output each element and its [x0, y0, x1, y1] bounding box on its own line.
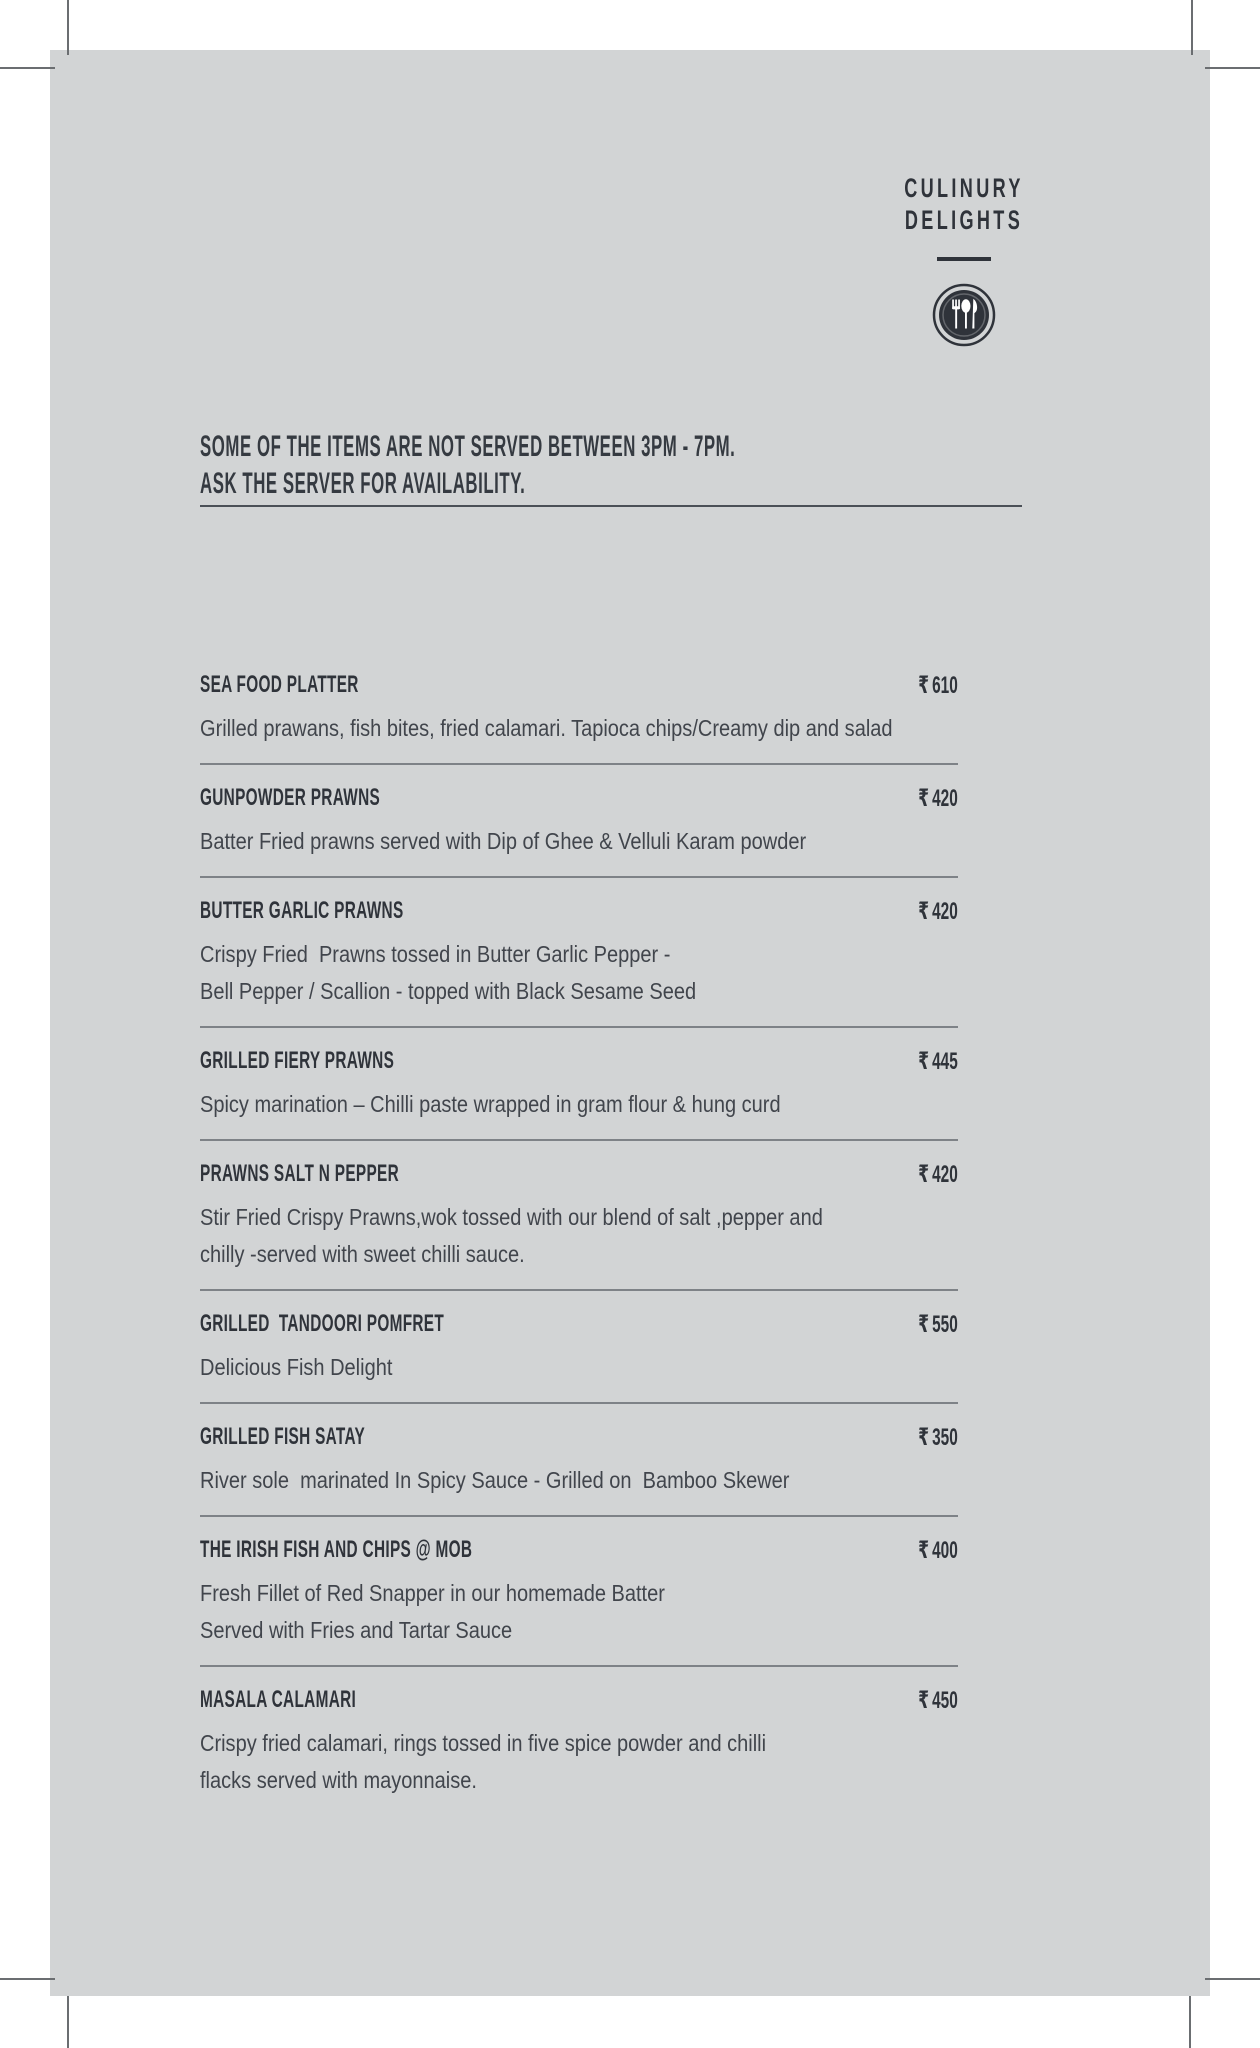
rupee-sign: ₹ — [918, 897, 930, 925]
rupee-sign: ₹ — [918, 1686, 930, 1714]
item-divider — [200, 1665, 958, 1667]
item-divider — [200, 1289, 958, 1291]
crop-mark-bottom-left-horizontal — [0, 1978, 55, 1980]
menu-title-line-1: CULINURY — [904, 173, 1024, 203]
menu-item-header — [200, 785, 958, 811]
rupee-sign: ₹ — [918, 671, 930, 699]
menu-header — [814, 172, 1114, 347]
menu-item-price — [918, 1160, 958, 1189]
menu-item-sea-food-platter — [200, 672, 958, 765]
menu-item-price — [918, 671, 958, 700]
menu-item-description: Grilled prawans, fish bites, fried calamari. Tapioca chips/Creamy dip and salad — [200, 715, 893, 741]
menu-item-gunpowder-prawns — [200, 785, 958, 878]
menu-item-masala-calamari — [200, 1687, 958, 1799]
menu-item-description: Delicious Fish Delight — [200, 1354, 393, 1380]
menu-item-amount: 445 — [932, 1047, 958, 1075]
menu-item-description: chilly -served with sweet chilli sauce. — [200, 1241, 525, 1267]
item-divider — [200, 876, 958, 878]
menu-item-header — [200, 1311, 958, 1337]
header-divider — [937, 257, 991, 261]
crop-mark-top-right-horizontal — [1205, 67, 1260, 69]
menu-item-list — [200, 672, 958, 1799]
menu-item-grilled-tandoori-pomfret — [200, 1311, 958, 1404]
menu-item-description: Batter Fried prawns served with Dip of Ghee & Velluli Karam powder — [200, 828, 807, 854]
plate-with-cutlery-icon — [814, 283, 1114, 347]
menu-item-price — [918, 1047, 958, 1076]
rupee-sign: ₹ — [918, 1310, 930, 1338]
menu-item-description: Crispy fried calamari, rings tossed in five spice powder and chilli — [200, 1730, 767, 1756]
plate-with-cutlery-svg — [932, 283, 996, 347]
menu-item-amount: 420 — [932, 1160, 958, 1188]
menu-item-description: Spicy marination – Chilli paste wrapped in gram flour & hung curd — [200, 1091, 781, 1117]
item-divider — [200, 1026, 958, 1028]
menu-item-amount: 550 — [932, 1310, 958, 1338]
item-divider — [200, 1515, 958, 1517]
crop-mark-top-left-vertical — [67, 0, 69, 55]
item-divider — [200, 763, 958, 765]
menu-item-description: Fresh Fillet of Red Snapper in our homemade Batter — [200, 1580, 665, 1606]
menu-item-butter-garlic-prawns — [200, 898, 958, 1028]
menu-item-name: BUTTER GARLIC PRAWNS — [200, 897, 404, 924]
rupee-sign: ₹ — [918, 784, 930, 812]
menu-item-price — [918, 1310, 958, 1339]
menu-item-price — [918, 1423, 958, 1452]
notice-underline-rule — [200, 505, 1022, 507]
crop-mark-top-right-vertical — [1191, 0, 1193, 55]
crop-mark-bottom-right-vertical — [1189, 1996, 1191, 2048]
menu-item-header — [200, 1424, 958, 1450]
crop-mark-bottom-left-vertical — [67, 1996, 69, 2048]
menu-item-amount: 420 — [932, 897, 958, 925]
menu-item-name: GRILLED FIERY PRAWNS — [200, 1047, 395, 1074]
crop-mark-bottom-right-horizontal — [1205, 1978, 1260, 1980]
menu-item-price — [918, 784, 958, 813]
menu-item-price — [918, 1536, 958, 1565]
menu-item-prawns-salt-n-pepper — [200, 1161, 958, 1291]
menu-item-name: PRAWNS SALT N PEPPER — [200, 1160, 399, 1187]
menu-title-line-2: DELIGHTS — [904, 205, 1024, 235]
menu-item-amount: 420 — [932, 784, 958, 812]
menu-item-irish-fish-and-chips — [200, 1537, 958, 1667]
menu-item-grilled-fiery-prawns — [200, 1048, 958, 1141]
menu-item-description: Crispy Fried Prawns tossed in Butter Garlic Pepper - — [200, 941, 671, 967]
menu-item-header — [200, 1687, 958, 1713]
menu-item-description: Served with Fries and Tartar Sauce — [200, 1617, 513, 1643]
menu-item-header — [200, 1537, 958, 1563]
menu-item-grilled-fish-satay — [200, 1424, 958, 1517]
menu-item-name: SEA FOOD PLATTER — [200, 671, 359, 698]
menu-item-amount: 350 — [932, 1423, 958, 1451]
service-notice-line-1: SOME OF THE ITEMS ARE NOT SERVED BETWEEN 3PM - 7PM. — [200, 430, 736, 463]
rupee-sign: ₹ — [918, 1047, 930, 1075]
menu-item-name: THE IRISH FISH AND CHIPS @ MOB — [200, 1536, 473, 1563]
menu-item-name: GRILLED FISH SATAY — [200, 1423, 366, 1450]
menu-item-name: GRILLED TANDOORI POMFRET — [200, 1310, 445, 1337]
menu-item-amount: 400 — [932, 1536, 958, 1564]
rupee-sign: ₹ — [918, 1423, 930, 1451]
menu-item-header — [200, 672, 958, 698]
menu-item-header — [200, 1048, 958, 1074]
menu-item-description: River sole marinated In Spicy Sauce - Grilled on Bamboo Skewer — [200, 1467, 790, 1493]
rupee-sign: ₹ — [918, 1536, 930, 1564]
crop-mark-top-left-horizontal — [0, 67, 55, 69]
menu-item-name: MASALA CALAMARI — [200, 1686, 357, 1713]
item-divider — [200, 1139, 958, 1141]
menu-item-price — [918, 897, 958, 926]
menu-item-header — [200, 898, 958, 924]
menu-item-header — [200, 1161, 958, 1187]
menu-item-description: Bell Pepper / Scallion - topped with Black Sesame Seed — [200, 978, 697, 1004]
menu-item-amount: 610 — [932, 671, 958, 699]
service-notice-line-2: ASK THE SERVER FOR AVAILABILITY. — [200, 467, 526, 500]
service-notice — [200, 428, 1156, 502]
item-divider — [200, 1402, 958, 1404]
menu-item-name: GUNPOWDER PRAWNS — [200, 784, 381, 811]
menu-item-price — [918, 1686, 958, 1715]
menu-item-amount: 450 — [932, 1686, 958, 1714]
menu-item-description: Stir Fried Crispy Prawns,wok tossed with our blend of salt ,pepper and — [200, 1204, 823, 1230]
menu-item-description: flacks served with mayonnaise. — [200, 1767, 477, 1793]
rupee-sign: ₹ — [918, 1160, 930, 1188]
